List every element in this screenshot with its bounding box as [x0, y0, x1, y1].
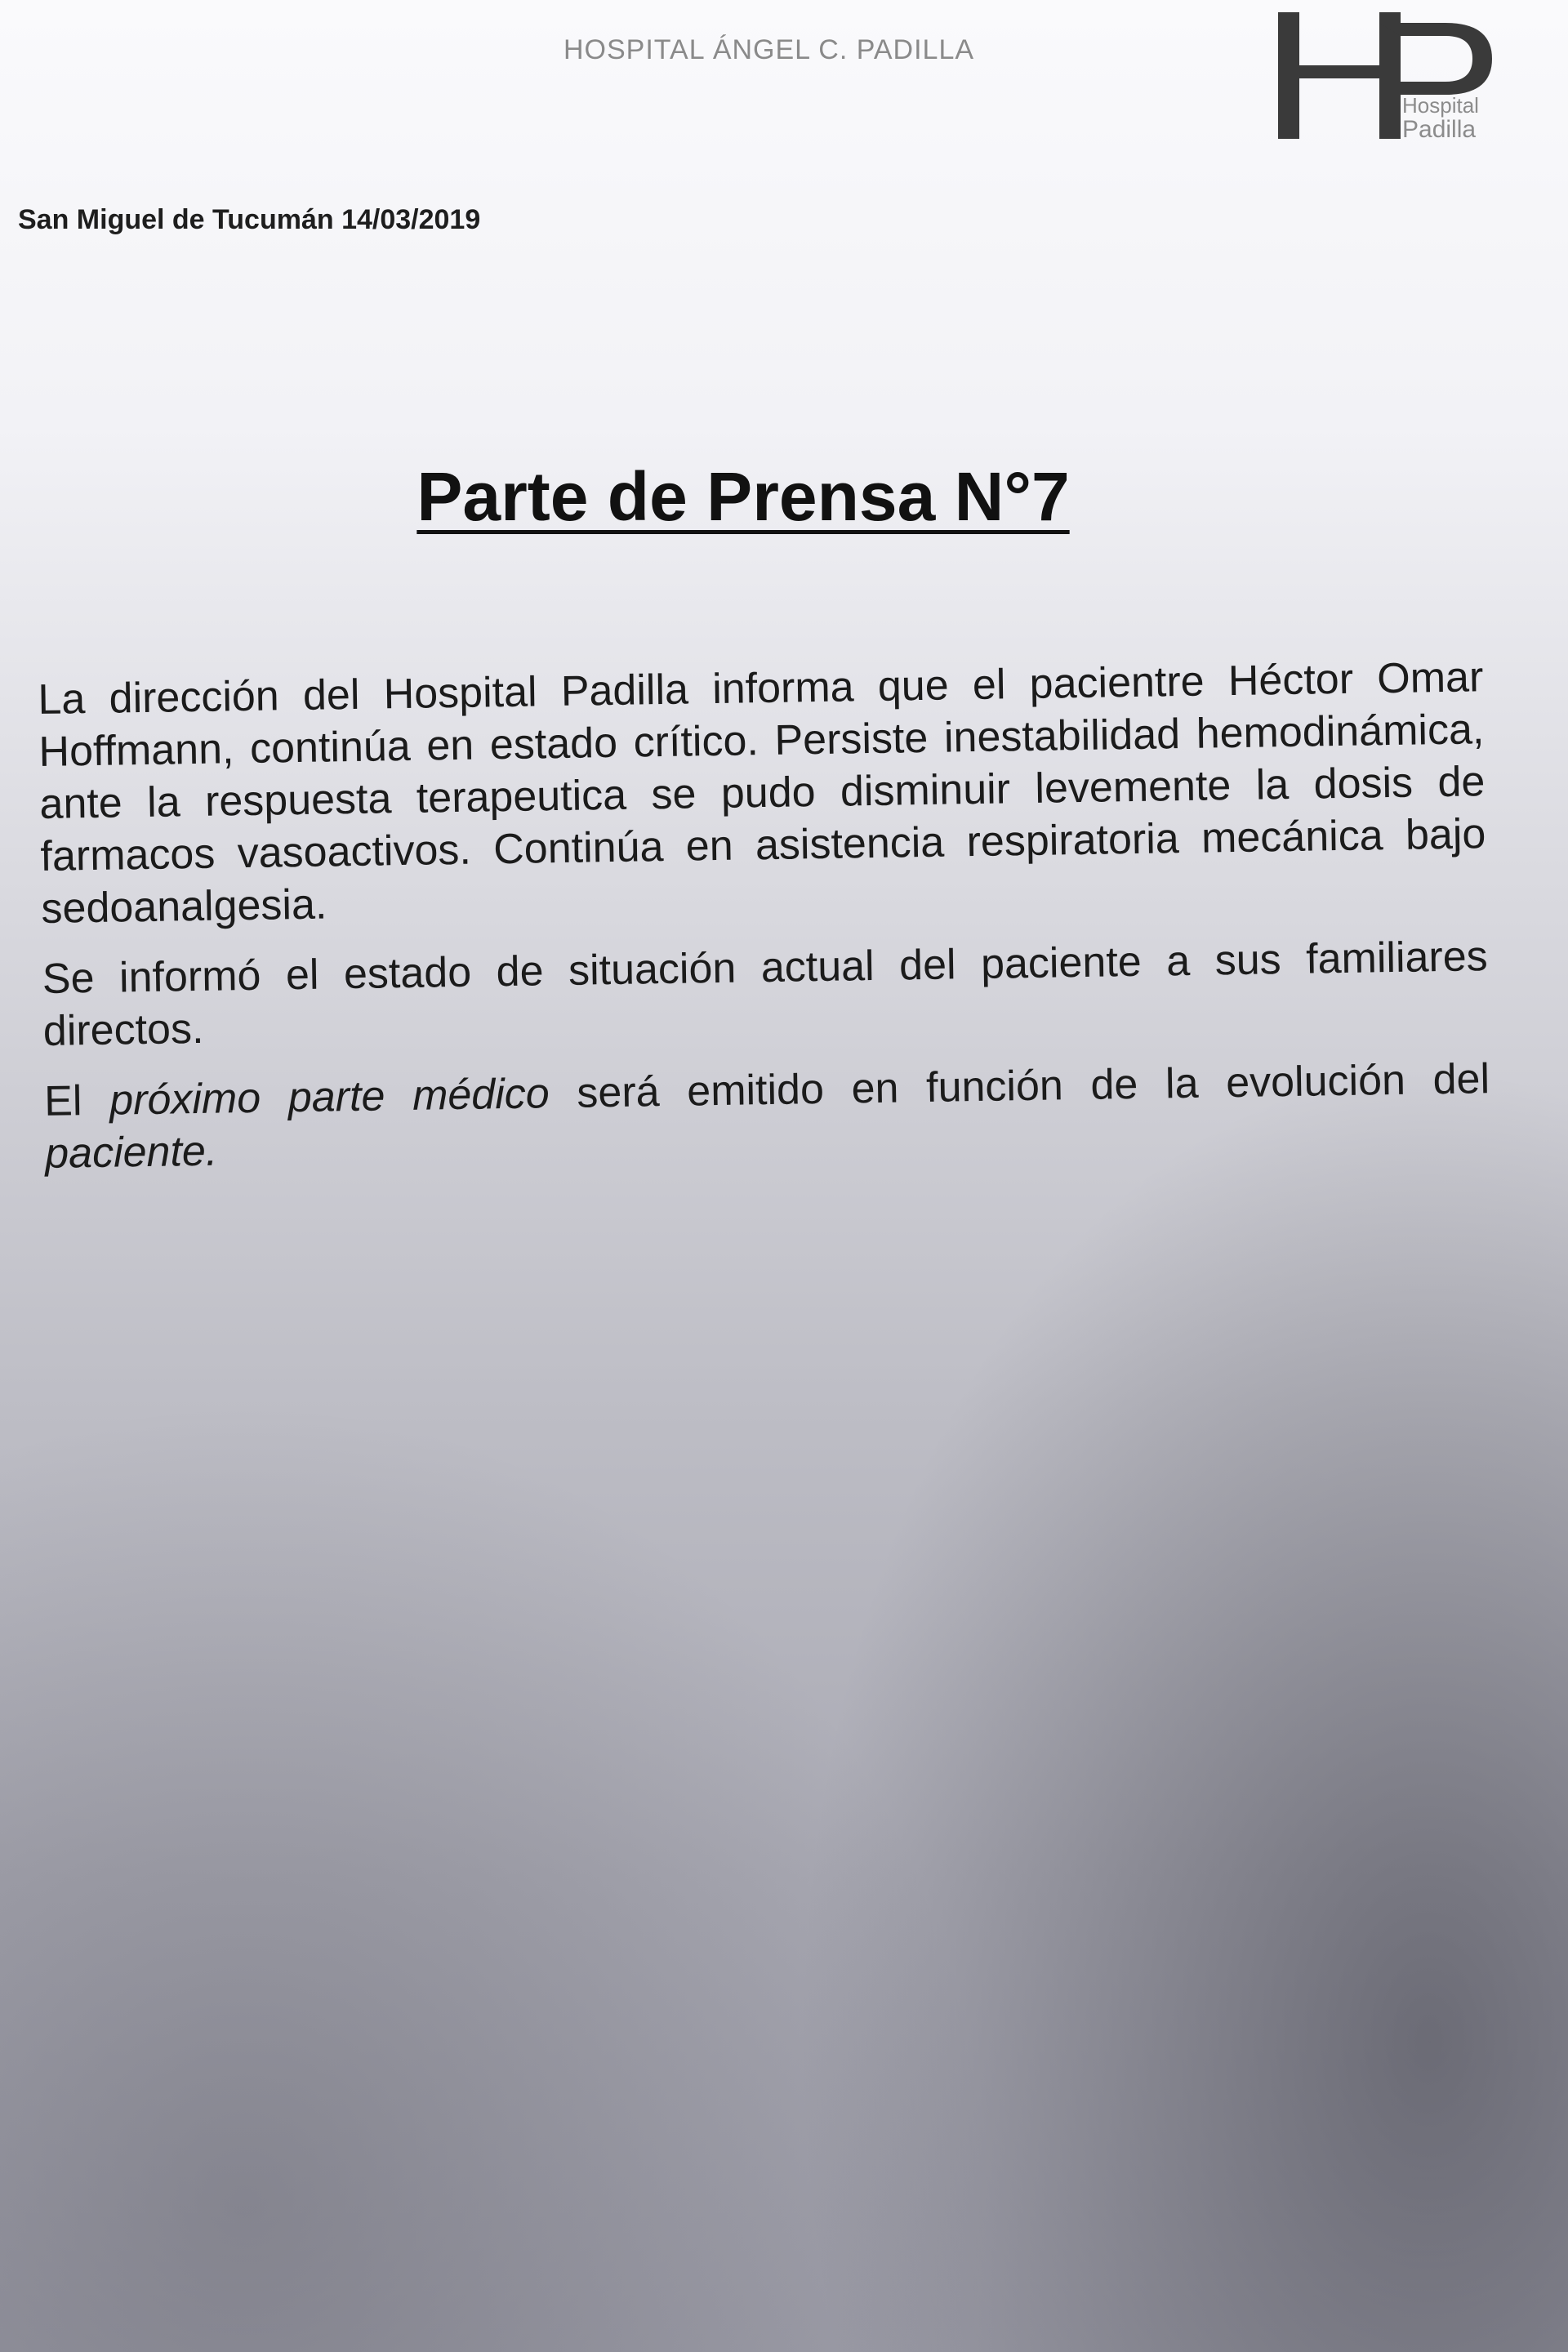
p3-text-6: paciente. [44, 1127, 218, 1178]
p3-text-5: será emitido en función de la evolución del [576, 1055, 1490, 1117]
hospital-logo [1278, 8, 1507, 147]
page-title: Parte de Prensa N°7 [416, 458, 1070, 535]
paragraph-1: La dirección del Hospital Padilla informa que el pacientre Héctor Omar Hoffmann, continúa en estado crítico. Persiste inestabilidad hemodinámica, ante la respuesta terapeutica se pudo disminuir levemente la dosis de farmacos vasoactivos. Continúa en asistencia respiratoria mecánica bajo sedoanalgesia. [38, 653, 1486, 933]
hospital-header-name: HOSPITAL ÁNGEL C. PADILLA [564, 34, 975, 65]
hp-logo-icon [1278, 8, 1507, 147]
press-release-body [38, 651, 1491, 1198]
paragraph-3 [44, 1053, 1491, 1180]
p3-text-1: El [43, 1077, 82, 1125]
p3-text-4: médico [412, 1070, 550, 1120]
p3-text-3: parte [287, 1072, 385, 1122]
dateline: San Miguel de Tucumán 14/03/2019 [18, 204, 481, 235]
paragraph-2: Se informó el estado de situación actual del paciente a sus familiares directos. [42, 933, 1489, 1055]
svg-text:Padilla: Padilla [1402, 116, 1477, 143]
p3-text-2: próximo [109, 1074, 261, 1125]
svg-text:Hospital: Hospital [1402, 93, 1479, 118]
